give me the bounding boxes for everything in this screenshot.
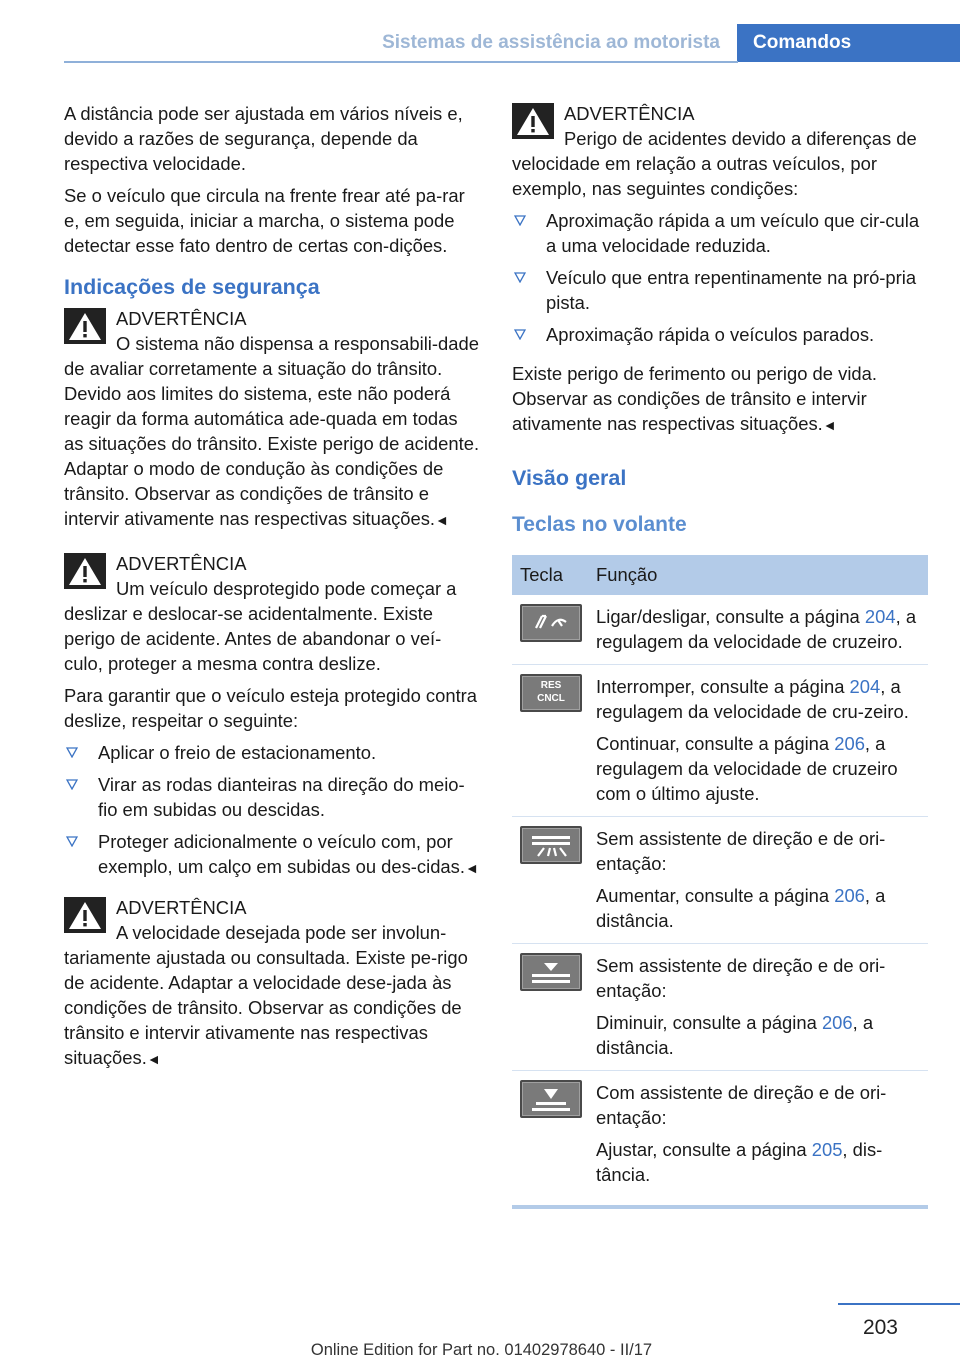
bullet-triangle-icon xyxy=(66,778,78,790)
paragraph-danger: Existe perigo de ferimento ou perigo de vida. Observar as condições de trânsito e intervir ativamente nas respectivas situações.◄ xyxy=(512,363,877,434)
running-header-section: Sistemas de assistência ao motorista xyxy=(382,32,720,53)
function-text: Continuar, consulte a página 206, a regulagem da velocidade de cruzeiro com o último ajuste. xyxy=(596,733,898,804)
warning-triangle-icon xyxy=(512,103,554,139)
subheading-steering-buttons: Teclas no volante xyxy=(512,513,687,536)
section-heading-overview: Visão geral xyxy=(512,466,627,490)
warning-block xyxy=(64,551,480,676)
function-text: Diminuir, consulte a página 206, a distância. xyxy=(596,1012,874,1058)
function-text: Ajustar, consulte a página 205, dis‐tância. xyxy=(596,1139,883,1185)
warning-text: A velocidade desejada pode ser involun‐tariamente ajustada ou consultada. Existe pe‐rigo de acidente. Adaptar a velocidade dese‐jada às condições de trânsito. Observar as condições de trânsito e intervir ativamente nas respectivas situações.◄ xyxy=(64,922,468,1068)
table-row xyxy=(512,944,928,1071)
page-link[interactable]: 204 xyxy=(864,606,896,627)
warning-title: ADVERTÊNCIA xyxy=(116,897,247,918)
table-row xyxy=(512,665,928,817)
table-row xyxy=(512,595,928,665)
section-heading-safety: Indicações de segurança xyxy=(64,275,320,299)
paragraph-distance: A distância pode ser ajustada em vários níveis e, devido a razões de segurança, depende da respectiva velocidade. xyxy=(64,103,463,174)
distance-adjust-icon xyxy=(520,1080,582,1118)
list-item: Proteger adicionalmente o veículo com, por exemplo, um calço em subidas ou des‐cidas.◄ xyxy=(64,829,480,888)
warning-title: ADVERTÊNCIA xyxy=(116,308,247,329)
paragraph-stop-go: Se o veículo que circula na frente frear até pa‐rar e, em seguida, iniciar a marcha, o sistema pode detectar esse fato dentro de certas con‐dições. xyxy=(64,185,465,256)
res-label: RES xyxy=(540,680,562,691)
bullet-list xyxy=(64,740,480,888)
function-text: Aumentar, consulte a página 206, a distância. xyxy=(596,885,886,931)
page-link[interactable]: 206 xyxy=(834,885,865,906)
warning-text: Perigo de acidentes devido a diferenças de velocidade em relação a outras veículos, por exemplo, nas seguintes condições: xyxy=(512,128,917,199)
bullet-triangle-icon xyxy=(514,328,526,340)
end-mark-icon: ◄ xyxy=(435,512,449,528)
footer-edition: Online Edition for Part no. 01402978640 - II/17 xyxy=(310,1341,653,1359)
running-header-tab: Comandos xyxy=(737,24,960,62)
warning-title: ADVERTÊNCIA xyxy=(116,553,247,574)
list-item: Veículo que entra repentinamente na pró‐pria pista. xyxy=(512,265,928,322)
warning-block xyxy=(64,306,480,533)
end-mark-icon: ◄ xyxy=(146,1051,161,1067)
table-header-key: Tecla xyxy=(512,555,588,595)
warning-title: ADVERTÊNCIA xyxy=(564,103,695,124)
page-number: 203 xyxy=(862,1316,898,1339)
steering-keys-table xyxy=(512,555,928,1197)
end-mark-icon: ◄ xyxy=(822,417,837,433)
function-text: Ligar/desligar, consulte a página 204, a regulagem da velocidade de cruzeiro. xyxy=(596,606,917,652)
bullet-list xyxy=(512,208,928,354)
page-link[interactable]: 204 xyxy=(849,676,881,697)
table-header-function: Função xyxy=(588,555,928,595)
function-text: Com assistente de direção e de ori‐entação: xyxy=(596,1082,887,1128)
bullet-triangle-icon xyxy=(66,746,78,758)
function-text: Sem assistente de direção e de ori‐entação: xyxy=(596,828,886,874)
table-bottom-rule xyxy=(512,1205,928,1209)
function-text: Interromper, consulte a página 204, a regulagem da velocidade de cru‐zeiro. xyxy=(596,676,909,722)
warning-text: Um veículo desprotegido pode começar a deslizar e deslocar-se acidentalmente. Existe perigo de acidente. Antes de abandonar o veí‐culo, proteger a mesma contra deslize. xyxy=(64,578,457,674)
list-item: Aplicar o freio de estacionamento. xyxy=(64,740,480,772)
warning-block xyxy=(64,895,480,1072)
bullet-triangle-icon xyxy=(514,214,526,226)
list-item: Aproximação rápida a um veículo que cir‐cula a uma velocidade reduzida. xyxy=(512,208,928,265)
cruise-control-onoff-icon xyxy=(520,604,582,642)
table-row xyxy=(512,1071,928,1198)
table-row xyxy=(512,817,928,944)
list-item: Aproximação rápida o veículos parados. xyxy=(512,322,928,354)
bullet-triangle-icon xyxy=(514,271,526,283)
page-link[interactable]: 206 xyxy=(834,733,865,754)
warning-triangle-icon xyxy=(64,897,106,933)
cncl-label: CNCL xyxy=(537,693,565,704)
page-link[interactable]: 205 xyxy=(811,1139,843,1160)
paragraph-secure-vehicle: Para garantir que o veículo esteja protegido contra deslize, respeitar o seguinte: xyxy=(64,685,478,731)
left-column xyxy=(64,101,480,1079)
warning-triangle-icon xyxy=(64,308,106,344)
page-link[interactable]: 206 xyxy=(821,1012,853,1033)
warning-triangle-icon xyxy=(64,553,106,589)
bullet-triangle-icon xyxy=(66,835,78,847)
function-text: Sem assistente de direção e de ori‐entação: xyxy=(596,955,886,1001)
res-cncl-icon xyxy=(520,674,582,712)
table-header-row xyxy=(512,555,928,595)
warning-text: O sistema não dispensa a responsabili‐dade de avaliar corretamente a situação do trânsito. Devido aos limites do sistema, este não poderá reagir da forma automática ade‐quada em todas as situações do trânsito. Existe perigo de acidente. Adaptar o modo de condução às condições de trânsito. Observar as condições de trânsito e intervir ativamente nas respectivas situações.◄ xyxy=(64,333,480,529)
warning-block xyxy=(512,101,928,201)
header-rule xyxy=(64,61,738,63)
distance-decrease-icon xyxy=(520,953,582,991)
end-mark-icon: ◄ xyxy=(464,860,479,876)
list-item: Virar as rodas dianteiras na direção do meio-fio em subidas ou descidas. xyxy=(64,772,480,829)
right-column xyxy=(512,101,928,1209)
footer-rule xyxy=(838,1303,960,1305)
distance-increase-icon xyxy=(520,826,582,864)
